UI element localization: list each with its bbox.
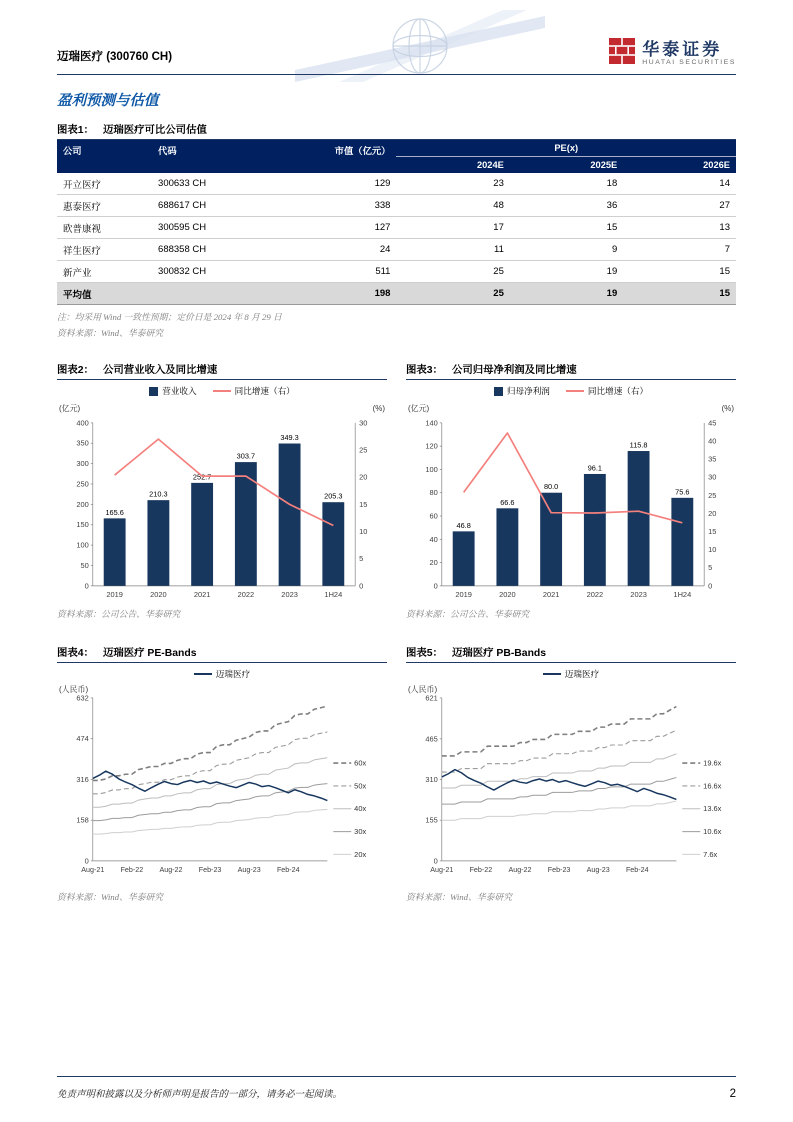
- chart-grid: [57, 361, 736, 903]
- exhibit-title-text: 迈瑞医疗 PB-Bands: [451, 647, 547, 659]
- svg-text:66.6: 66.6: [500, 497, 515, 507]
- cell-company: 欧普康视: [57, 217, 152, 239]
- table-row: [57, 173, 736, 195]
- svg-text:45: 45: [708, 418, 717, 428]
- exhibit-label: 图表4：: [57, 647, 94, 659]
- svg-text:2021: 2021: [193, 589, 211, 599]
- svg-text:Feb-22: Feb-22: [469, 865, 493, 874]
- svg-text:349.3: 349.3: [280, 433, 299, 443]
- cell-mcap: 127: [281, 217, 396, 239]
- exhibit-title: [406, 644, 736, 663]
- svg-text:40: 40: [429, 534, 438, 544]
- svg-text:2021: 2021: [542, 589, 560, 599]
- svg-text:Aug-21: Aug-21: [81, 865, 105, 874]
- line-legend-label: 同比增速（右）: [587, 386, 649, 396]
- svg-text:60: 60: [429, 511, 438, 521]
- cell-code: 688358 CH: [152, 239, 281, 261]
- table-note: 注：均采用 Wind 一致性预期；定价日是 2024 年 8 月 29 日: [57, 312, 282, 322]
- svg-text:40x: 40x: [354, 803, 367, 813]
- cell-pe-2026e: 7: [623, 239, 736, 261]
- col-header-2025e: 2025E: [510, 157, 623, 174]
- cell-mcap: 198: [281, 283, 396, 305]
- svg-text:13.6x: 13.6x: [703, 803, 722, 813]
- exhibit-label: 图表5：: [406, 647, 443, 659]
- col-header-2026e: 2026E: [623, 157, 736, 174]
- svg-text:60x: 60x: [354, 758, 367, 768]
- svg-text:20: 20: [708, 508, 717, 518]
- cell-pe-2026e: 15: [623, 283, 736, 305]
- svg-text:2019: 2019: [455, 589, 472, 599]
- cell-pe-2024e: 25: [396, 283, 509, 305]
- svg-text:621: 621: [425, 693, 438, 703]
- exhibit-3-net-profit-chart: [406, 361, 736, 620]
- svg-text:0: 0: [708, 581, 713, 591]
- chart-legend: [57, 385, 387, 397]
- exhibit-title: [57, 121, 736, 140]
- exhibit-5-pb-bands: [406, 644, 736, 903]
- cell-company: 开立医疗: [57, 173, 152, 195]
- svg-text:632: 632: [76, 693, 89, 703]
- svg-text:Feb-24: Feb-24: [625, 865, 649, 874]
- svg-text:120: 120: [425, 441, 438, 451]
- chart-legend: [406, 385, 736, 397]
- cell-company: 祥生医疗: [57, 239, 152, 261]
- cell-mcap: 338: [281, 195, 396, 217]
- svg-text:2020: 2020: [150, 589, 167, 599]
- revenue-growth-chart: [57, 399, 387, 604]
- bar-legend-label: 营业收入: [162, 386, 197, 396]
- cell-company: 新产业: [57, 261, 152, 283]
- svg-text:96.1: 96.1: [587, 463, 603, 473]
- svg-text:155: 155: [425, 815, 438, 825]
- svg-text:400: 400: [76, 418, 89, 428]
- svg-text:75.6: 75.6: [675, 487, 690, 497]
- cell-mcap: 129: [281, 173, 396, 195]
- chart-legend: [57, 668, 387, 680]
- svg-text:Feb-23: Feb-23: [198, 865, 222, 874]
- net-profit-growth-chart: [406, 399, 736, 604]
- svg-text:165.6: 165.6: [105, 507, 124, 517]
- pb-bands-chart: [406, 682, 736, 887]
- line-legend-swatch: [213, 390, 231, 392]
- page-number: 2: [729, 1088, 736, 1100]
- svg-text:25: 25: [708, 490, 717, 500]
- svg-text:(%): (%): [721, 403, 735, 413]
- svg-text:Feb-22: Feb-22: [120, 865, 144, 874]
- cell-pe-2025e: 9: [510, 239, 623, 261]
- bar-legend-label: 归母净利润: [506, 386, 550, 396]
- cell-company: 平均值: [57, 283, 152, 305]
- line-legend-label: 同比增速（右）: [234, 386, 295, 396]
- chart-source: 资料来源：公司公告、华泰研究: [57, 608, 181, 619]
- exhibit-label: 图表1：: [57, 125, 94, 136]
- cell-pe-2024e: 17: [396, 217, 509, 239]
- exhibit-2-revenue-chart: [57, 361, 387, 620]
- pe-bands-chart: [57, 682, 387, 887]
- exhibit-label: 图表3：: [406, 365, 443, 376]
- svg-text:(亿元): (亿元): [407, 403, 430, 413]
- report-header: [57, 38, 736, 74]
- svg-text:40: 40: [708, 436, 717, 446]
- svg-text:25: 25: [359, 445, 368, 455]
- cell-pe-2024e: 11: [396, 239, 509, 261]
- svg-text:20: 20: [429, 558, 438, 568]
- brand-subtitle: HUATAI SECURITIES: [642, 59, 736, 67]
- svg-text:10: 10: [708, 545, 717, 555]
- svg-text:1H24: 1H24: [324, 589, 343, 599]
- svg-text:30x: 30x: [354, 826, 367, 836]
- exhibit-title-text: 迈瑞医疗可比公司估值: [102, 125, 207, 136]
- cell-code: 300832 CH: [152, 261, 281, 283]
- col-header-pe: PE(x): [396, 140, 736, 157]
- price-legend-swatch: [543, 673, 561, 675]
- svg-text:474: 474: [76, 733, 89, 743]
- chart-source: 资料来源：公司公告、华泰研究: [406, 608, 530, 619]
- exhibit-label: 图表2：: [57, 365, 94, 376]
- svg-text:Aug-23: Aug-23: [586, 865, 610, 874]
- line-legend-swatch: [566, 390, 584, 392]
- svg-text:200: 200: [76, 499, 89, 509]
- chart-legend: [406, 668, 736, 680]
- cell-pe-2024e: 25: [396, 261, 509, 283]
- svg-text:140: 140: [425, 418, 438, 428]
- table-row: [57, 239, 736, 261]
- section-title: 盈利预测与估值: [57, 93, 159, 109]
- svg-text:2022: 2022: [586, 589, 604, 599]
- header-divider: [57, 74, 736, 75]
- svg-text:0: 0: [433, 581, 438, 591]
- brand-name: 华泰证券: [642, 39, 723, 59]
- exhibit-4-pe-bands: [57, 644, 387, 903]
- svg-text:0: 0: [433, 856, 438, 866]
- table-source: 资料来源：Wind、华泰研究: [57, 328, 164, 338]
- svg-text:205.3: 205.3: [324, 491, 343, 501]
- svg-text:2023: 2023: [630, 589, 647, 599]
- svg-text:2019: 2019: [106, 589, 123, 599]
- bar-legend-swatch: [494, 387, 503, 396]
- cell-pe-2026e: 14: [623, 173, 736, 195]
- price-legend-label: 迈瑞医疗: [215, 668, 251, 679]
- exhibit-title-text: 公司营业收入及同比增速: [102, 365, 218, 376]
- svg-text:350: 350: [76, 438, 89, 448]
- cell-mcap: 24: [281, 239, 396, 261]
- svg-text:35: 35: [708, 454, 717, 464]
- price-legend-label: 迈瑞医疗: [564, 668, 600, 679]
- cell-pe-2025e: 19: [510, 283, 623, 305]
- huatai-logo-icon: [609, 38, 635, 69]
- cell-pe-2025e: 36: [510, 195, 623, 217]
- comparables-table: [57, 140, 736, 305]
- svg-text:2022: 2022: [237, 589, 255, 599]
- col-header-company: 公司: [57, 140, 152, 173]
- svg-text:250: 250: [76, 479, 89, 489]
- svg-text:30: 30: [359, 418, 368, 428]
- svg-text:5: 5: [359, 554, 364, 564]
- svg-text:0: 0: [84, 581, 89, 591]
- svg-text:(%): (%): [372, 403, 386, 413]
- svg-text:19.6x: 19.6x: [703, 758, 722, 768]
- svg-text:Aug-22: Aug-22: [159, 865, 183, 874]
- exhibit-1-comparables: [57, 121, 736, 339]
- svg-text:Aug-23: Aug-23: [237, 865, 261, 874]
- page-footer: [57, 1076, 736, 1100]
- svg-text:310: 310: [425, 774, 438, 784]
- cell-code: 300633 CH: [152, 173, 281, 195]
- svg-text:Feb-23: Feb-23: [547, 865, 571, 874]
- svg-text:115.8: 115.8: [629, 440, 648, 450]
- cell-pe-2024e: 23: [396, 173, 509, 195]
- chart-source: 资料来源：Wind、华泰研究: [57, 891, 164, 902]
- bar-legend-swatch: [149, 387, 158, 396]
- svg-text:46.8: 46.8: [456, 520, 471, 530]
- cell-pe-2025e: 15: [510, 217, 623, 239]
- cell-company: 惠泰医疗: [57, 195, 152, 217]
- svg-text:210.3: 210.3: [149, 489, 168, 499]
- table-average-row: [57, 283, 736, 305]
- svg-text:30: 30: [708, 472, 717, 482]
- svg-text:15: 15: [359, 499, 368, 509]
- svg-text:10: 10: [359, 527, 368, 537]
- cell-code: 688617 CH: [152, 195, 281, 217]
- svg-text:50: 50: [80, 560, 89, 570]
- svg-text:1H24: 1H24: [673, 589, 692, 599]
- svg-text:465: 465: [425, 734, 438, 744]
- svg-text:80.0: 80.0: [543, 482, 559, 492]
- svg-text:16.6x: 16.6x: [703, 781, 722, 791]
- exhibit-title: [57, 644, 387, 663]
- exhibit-title: [57, 361, 387, 380]
- col-header-2024e: 2024E: [396, 157, 509, 174]
- brand-lockup: [609, 38, 736, 69]
- svg-text:150: 150: [76, 520, 89, 530]
- cell-pe-2026e: 15: [623, 261, 736, 283]
- svg-text:252.7: 252.7: [192, 472, 212, 482]
- col-header-mcap: 市值（亿元）: [281, 140, 396, 173]
- exhibit-title: [406, 361, 736, 380]
- svg-text:300: 300: [76, 459, 89, 469]
- table-row: [57, 261, 736, 283]
- svg-text:0: 0: [359, 581, 364, 591]
- svg-text:100: 100: [76, 540, 89, 550]
- svg-text:Aug-21: Aug-21: [430, 865, 454, 874]
- cell-pe-2025e: 18: [510, 173, 623, 195]
- disclaimer-text: 免责声明和披露以及分析师声明是报告的一部分，请务必一起阅读。: [57, 1090, 343, 1100]
- stock-title: 迈瑞医疗 (300760 CH): [57, 51, 173, 63]
- svg-text:Feb-24: Feb-24: [276, 865, 300, 874]
- exhibit-title-text: 迈瑞医疗 PE-Bands: [102, 647, 197, 659]
- col-header-code: 代码: [152, 140, 281, 173]
- svg-text:(亿元): (亿元): [58, 403, 81, 413]
- svg-text:80: 80: [429, 488, 438, 498]
- chart-source: 资料来源：Wind、华泰研究: [406, 891, 513, 902]
- svg-text:15: 15: [708, 527, 717, 537]
- cell-code: 300595 CH: [152, 217, 281, 239]
- svg-text:100: 100: [425, 464, 438, 474]
- cell-pe-2025e: 19: [510, 261, 623, 283]
- svg-text:2020: 2020: [499, 589, 516, 599]
- svg-text:Aug-22: Aug-22: [508, 865, 532, 874]
- price-legend-swatch: [194, 673, 212, 675]
- svg-text:10.6x: 10.6x: [703, 826, 722, 836]
- svg-text:316: 316: [76, 774, 89, 784]
- svg-text:50x: 50x: [354, 781, 367, 791]
- svg-text:7.6x: 7.6x: [703, 849, 718, 859]
- cell-pe-2026e: 27: [623, 195, 736, 217]
- svg-text:20: 20: [359, 472, 368, 482]
- svg-text:(人民币): (人民币): [58, 684, 89, 694]
- svg-text:20x: 20x: [354, 849, 367, 859]
- svg-text:158: 158: [76, 815, 89, 825]
- svg-text:(人民币): (人民币): [407, 684, 438, 694]
- table-row: [57, 217, 736, 239]
- footer-divider: [57, 1076, 736, 1077]
- svg-text:5: 5: [708, 563, 713, 573]
- cell-code: [152, 283, 281, 305]
- cell-mcap: 511: [281, 261, 396, 283]
- svg-text:0: 0: [84, 856, 89, 866]
- svg-text:303.7: 303.7: [236, 451, 256, 461]
- svg-text:2023: 2023: [281, 589, 298, 599]
- exhibit-title-text: 公司归母净利润及同比增速: [451, 365, 577, 376]
- cell-pe-2024e: 48: [396, 195, 509, 217]
- table-header-row: [57, 140, 736, 157]
- table-row: [57, 195, 736, 217]
- cell-pe-2026e: 13: [623, 217, 736, 239]
